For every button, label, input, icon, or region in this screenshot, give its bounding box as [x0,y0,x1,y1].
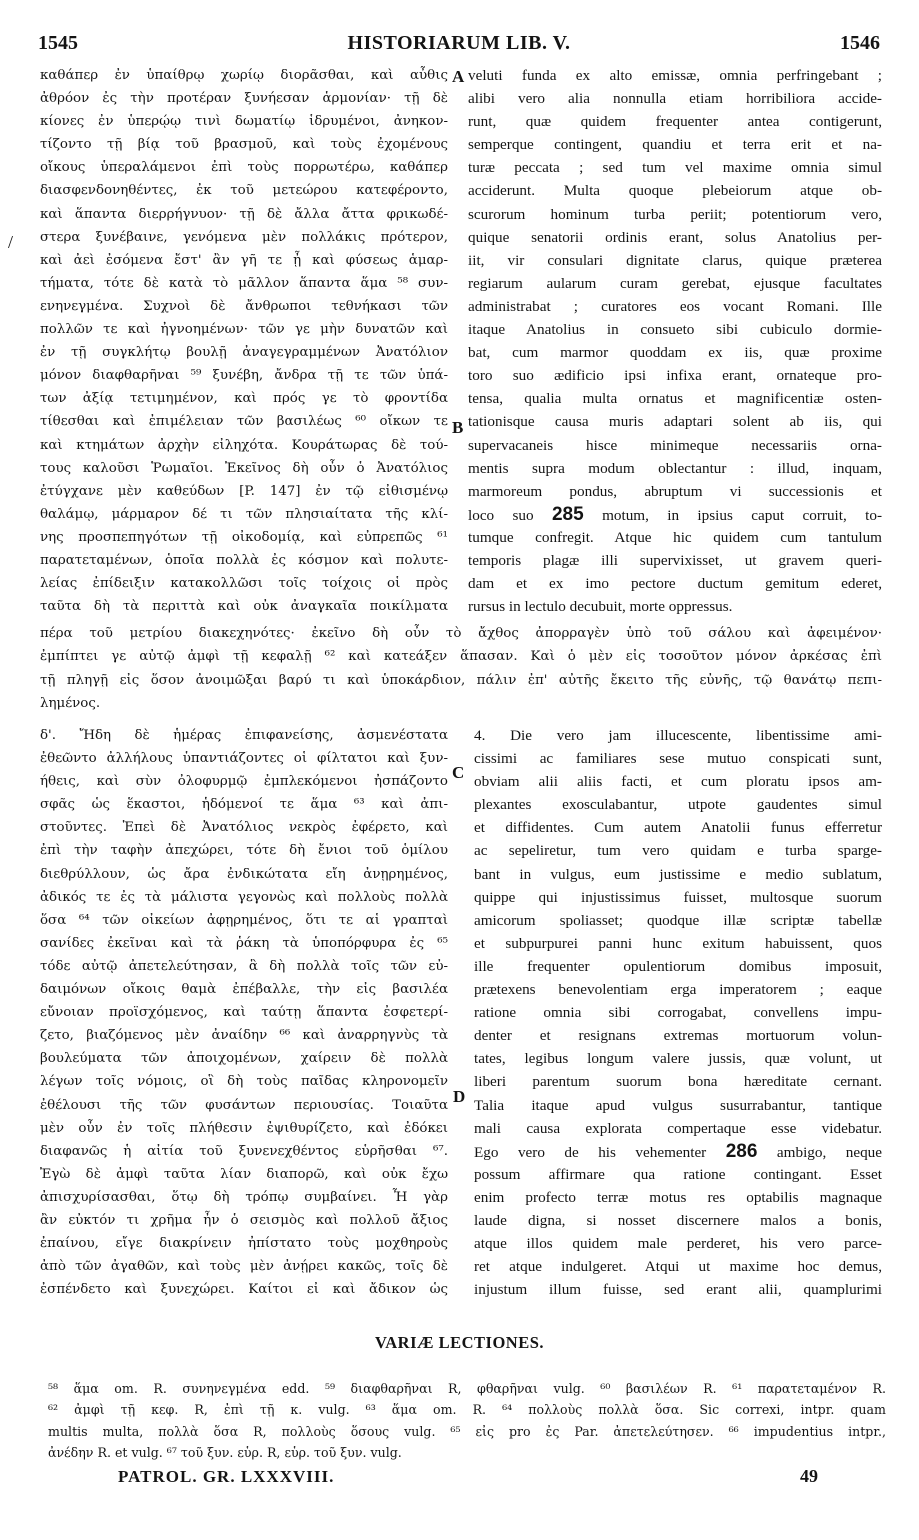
text-line: οἴκους ὑπεραλάμενοι ἐπὶ τοὺς πορρωτέρω, καθάπερ [40,160,448,176]
greek-column-top [40,64,448,618]
text-line: τόδε αὐτῷ ἀπετελεύτησαν, ἃ δὴ πολλὰ τοῖς τῶν εὐ- [40,958,448,974]
text-line: enim profecto terræ motus res optabilis magnaque [474,1188,882,1206]
text-line: ille frequenter opulentiorum domibus imposuit, [474,957,882,975]
running-header [38,32,880,60]
text-line: ἀθρόον ἐς τὴν προτέραν ξυνήεσαν ἁρμονίαν· τῇ δὲ [40,91,448,107]
text-line: ἂν εὐκτόν τι χρῆμα ἦν ὁ σεισμὸς καὶ πολλοῦ ἄξιος [40,1212,448,1228]
text-line: βουλεύματα τῶν ἀποιχομένων, χαίρειν δὲ πολλὰ [40,1051,448,1067]
text-line: prætexens benevolentiam erga imperatorem ; eaque [474,981,882,999]
page-reference-285: 285 [551,503,584,525]
footer-signature: 49 [800,1466,818,1486]
text-line: ἐπαίνου, εἴγε διακρίνειν ἠπίστατο τοὺς μοχθηροὺς [40,1236,448,1252]
latin-column-top [468,64,882,618]
variae-lectiones-heading: VARIÆ LECTIONES. [374,1333,545,1352]
text-line [474,1140,882,1163]
note-line: ⁶² ἀμφὶ τῇ κεφ. R, ἐπὶ τῇ κ. vulg. ⁶³ ἅμα om. R. ⁶⁴ πολλοὺς πολλὰ ὅσα. Sic correxi, intpr. quam [48,1402,886,1418]
text-line: possum affirmare qua ratione contingant. Esset [474,1165,882,1183]
text-line: στερα ξυνέβαινε, γενόμενα μὲν πολλάκις πρότερον, [40,229,448,245]
text-line: regiarum aularum curam gerebat, ejusque facultates [468,274,882,292]
text-line: tationisque causa muris adaptari solent ab iis, qui [468,413,882,431]
text-line: tumque confregit. Atque hic quidem cum tantulum [468,528,882,546]
text-line: τήματα, τότε δὲ κατὰ τὸ μᾶλλον ἅπαντα ἅμα ⁵⁸ συν- [40,275,448,291]
section-marker-a: A [452,67,465,86]
text-line: ac sepeliretur, tum vero quidam e turba sparge- [474,842,882,860]
text-line: ἐν τῇ συγκλήτῳ βουλῇ ἀναγεγραμμένων Ἀνατόλιον [40,345,448,361]
text-fragment: loco suo [468,506,534,524]
text-line: amicorum spoliasset; quodque illæ scriptæ tabellæ [474,911,882,929]
text-line: τῇ πληγῇ εἰς ὅσον ἀνοιμῶξαι βαρύ τι καὶ ὑποκάρδιον, πάλιν ἐπ' αὐτῆς ἔκειτο τῆς εὐνῆς, τῷ θανάτῳ πεπι- [40,672,882,688]
text-line: λείας ἐπίδειξιν κατακολλῶσι τοῖς τοίχοις οἱ πρὸς [40,576,448,592]
text-line: semperque contingent, quandiu et terra erit et na- [468,136,882,154]
section-marker-d: D [453,1087,466,1106]
section-marker-b: B [452,418,464,437]
text-line: laude digna, si nosset discernere malos a bonis, [474,1211,882,1229]
text-line: tensa, qualia multa ornatus et magnificentiæ osten- [468,390,882,408]
text-line: των ἀξίᾳ τετιμημένον, καὶ πρός γε τὸ φροντίδα [40,391,448,407]
note-line: ἀνέδην R. et vulg. ⁶⁷ τοῦ ξυν. εὑρ. R, εὑρ. τοῦ ξυν. vulg. [48,1444,402,1460]
text-line: τους καλοῦσι Ῥωμαῖοι. Ἐκεῖνος δὴ οὖν ὁ Ἀνατόλιος [40,460,448,476]
text-line: δαιμόνων οἴκοις θαμὰ ἐπέβαλλε, τὴν εἰς βασιλέα [40,982,448,998]
note-line: multis multa, πολλὰ ὅσα R, πολλοὺς ὅσους vulg. ⁶⁵ εἰς pro ἐς Par. ἀπετελεύτησεν. ⁶⁶ impudentius intpr., [48,1423,886,1439]
text-line: liberi parentum suorum bona hæreditate cernant. [474,1073,882,1091]
text-line: ἐθεῶντο ἀλλήλους ὑπαντιάζοντες οἱ φίλτατοι καὶ ξυν- [40,751,448,767]
text-line: marmoreum pondus, abruptum vi successionis et [468,482,882,500]
text-line: 4. Die vero jam illucescente, libentissime ami- [474,727,882,744]
text-line: διασφενδονηθέντες, ἐκ τοῦ μετεώρου κατεφέροντο, [40,183,448,199]
text-line: quippe qui injustissimus fuisset, multosque suorum [474,888,882,906]
variae-lectiones-notes [48,1378,886,1463]
text-line: ἀδικός τε ἐς τὰ μάλιστα γεγονὼς καὶ πολλοὺς πολλὰ [40,889,448,905]
text-line: διαφανῶς ἡ αἰτία τοῦ ξυνενεχθέντος εὑρῆσθαι ⁶⁷. [40,1143,448,1159]
text-line: ἀπισχυρίσασθαι, ὅτῳ δὴ τρόπῳ συμβαίνει. Ἦ γὰρ [40,1189,448,1205]
text-line: rursus in lectulo decubuit, morte oppressus. [468,598,733,616]
text-line: ενηνεγμένα. Συχνοὶ δὲ ἄνθρωποι τεθνήκασι τῶν [40,298,448,314]
text-line: ήθεις, καὶ σὺν ὀλοφυρμῷ ἐμπλεκόμενοι ἠσπάζοντο [40,774,448,790]
text-line: atque illos quidem male perderet, his vero parce- [474,1235,882,1253]
text-line: ἐθέλουσι τῆς τῶν φυσάντων περιουσίας. Τοιαῦτα [40,1097,448,1113]
text-line: τίζοντο τῇ βίᾳ τοῦ βρασμοῦ, καὶ τοὺς ἐχομένους [40,137,448,153]
section-marker-c: C [452,763,465,782]
text-fragment: motum, in ipsius caput corruit, to- [602,506,882,524]
text-line: quique senatorii ordinis erant, solus Anatolius per- [468,228,882,246]
text-line: supervacaneis hisce minimeque necessariis orna- [468,436,882,454]
footer-volume: PATROL. GR. LXXXVIII. [118,1467,335,1486]
text-line: itaque Anatolius in consueto sibi cubiculo dormie- [468,321,882,339]
latin-column-bottom [474,724,882,1301]
page-number-right: 1546 [840,32,880,54]
text-line: veluti funda ex alto emissæ, omnia perfringebant ; [468,67,882,84]
text-line: καθάπερ ἐν ὑπαίθρῳ χωρίῳ διορᾶσθαι, καὶ αὖθις [40,68,448,83]
text-line: tates, legibus longum valere jussis, quæ volunt, ut [474,1050,882,1068]
text-line: et subpurpurei panni hunc exitum habuissent, quos [474,934,882,952]
text-line: mali causa explorata compertaque esse videbatur. [474,1119,882,1137]
text-line: μὲν οὖν ἐν τοῖς πλήθεσιν ἐψιθυρίζετο, καὶ ἐδόκει [40,1120,448,1136]
text-line: plexantes exosculabantur, utpote gaudentes simul [474,796,882,814]
text-line: διεθρύλλουν, ὡς ἄρα ἐνδικώτατα εἴη ἀνῃρημένος, [40,866,448,882]
note-line: ⁵⁸ ἅμα om. R. συνηνεγμένα edd. ⁵⁹ διαφθαρῆναι R, φθαρῆναι vulg. ⁶⁰ βασιλέων R. ⁶¹ παρατεταμένον R. [48,1381,886,1396]
text-line: cissimi ac familiares sese mutuo conspicati sunt, [474,750,882,768]
text-line: administrabat ; curatores eos vocant Romani. Ille [468,297,882,315]
text-line: alibi vero alia nonnulla etiam horribiliora accide- [468,90,882,108]
text-line: denter et resignans extremas mortuorum volun- [474,1027,882,1045]
text-line: στοῦντες. Ἐπεὶ δὲ Ἀνατόλιος νεκρὸς ἐφέρετο, καὶ [40,820,448,836]
text-line: mentis supra modum oblectantur : illud, inquam, [468,459,882,477]
text-line: Ἐγὼ δὲ ἀμφὶ ταῦτα λίαν διαπορῶ, καὶ οὐκ ἔχω [40,1166,448,1182]
running-title: HISTORIARUM LIB. V. [347,32,571,54]
text-line: ζετο, βιαζόμενος μὲν ἀναίδην ⁶⁶ καὶ ἀναρρηγνὺς τὰ [40,1028,448,1044]
text-line: κίονες ἐν ὑπερῴῳ τινὶ δωματίῳ ἱδρυμένοι, ἀνηκον- [40,114,448,130]
text-line: ret atque indulgeret. Atqui ut maxime hoc demus, [474,1258,882,1276]
text-line: scurorum hominum turba periit; potentiorum vero, [468,205,882,223]
text-line: λέγων τοῖς νόμοις, οἳ δὴ τοὺς παῖδας κληρονομεῖν [40,1074,448,1090]
text-line: σανίδες ἐκεῖναι καὶ τὰ ῥάκη τὰ ὑποπόρφυρα ἐς ⁶⁵ [40,935,448,951]
text-line: καὶ κτημάτων ἀρχὴν εἰληχότα. Κουράτωρας δὲ τού- [40,437,448,453]
text-line: παρατεταμένων, ὁποῖα πολλὰ ἐς κόσμον καὶ πολυτε- [40,552,448,568]
text-line: temporis plagæ illi supervixisset, ut gravem queri- [468,551,882,569]
text-line: νης προσπεπηγότων τῇ οἰκοδομίᾳ, καὶ εὐπρεπῶς ⁶¹ [40,529,448,545]
text-line: injustum illum fuisse, sed erant alii, quamplurimi [474,1281,882,1299]
text-line: μόνον διαφθαρῆναι ⁵⁹ ξυνέβη, ἄνδρα τῇ τε τῶν ὑπά- [40,368,448,384]
text-line: τίθεσθαι καὶ ἐπιμέλειαν τῶν βασιλέως ⁶⁰ οἴκων τε [40,414,448,430]
text-line [468,503,882,526]
text-line: bant in vulgus, eum justissime e medio sublatum, [474,865,882,883]
text-line: et diffidentes. Cum autem Anatolii funus efferretur [474,819,882,837]
text-line: ἐμπίπτει γε αὐτῷ ἀμφὶ τῇ κεφαλῇ ⁶² καὶ κατεάξεν ἅπασαν. Καὶ ὁ μὲν εἰς τοσοῦτον μόνον ἀρκέσας ἐπὶ [40,649,882,665]
text-line: λημένος. [40,695,101,711]
text-line: turæ peccata ; sed tum vel maxime omnia simul [468,159,882,177]
text-line: runt, quæ quidem frequenter antea contigerunt, [468,113,882,131]
text-line: ὅσα ⁶⁴ τῶν οἰκείων ἀφῃρημένος, ὅτι τε αἱ γραπταὶ [40,912,448,928]
text-line: εὔνοιαν προϊσχόμενος, καὶ ταύτῃ ἅπαντα ἐσφετερί- [40,1005,448,1021]
text-line: δ'. Ἤδη δὲ ἡμέρας ἐπιφανείσης, ἀσμενέστατα [40,728,448,743]
text-line: dam et ex imo pectore ductum gemitum ederet, [468,575,882,593]
greek-column-bottom [40,724,448,1301]
text-line: acciderunt. Multa quoque plebeiorum atque ob- [468,182,882,200]
text-line: toro suo ædificio ipsi infixa erant, ornateque pro- [468,367,882,385]
text-line: Talia itaque apud vulgus susurrabantur, tantique [474,1096,882,1114]
text-line: σφᾶς ὡς ἕκαστοι, ἡδόμενοί τε ἅμα ⁶³ καὶ ἀπι- [40,797,448,813]
text-fragment: ambigo, neque [776,1143,882,1161]
margin-mark: / [8,232,14,252]
page-number-left: 1545 [38,32,78,54]
text-fragment: Ego vero de his vehementer [474,1143,707,1161]
text-line: iit, vir consulari dignitate clarus, quique præterea [468,251,882,269]
text-line: καὶ ἀεὶ ἐσόμενα ἔστ' ἂν γῆ τε ᾖ καὶ φύσεως ἁμαρ- [40,252,448,268]
text-line: ratione omnia sibi corrogabat, convellens impu- [474,1004,882,1022]
text-line: ἀπὸ τῶν ἀγαθῶν, καὶ τοὺς μὲν ἀνῄρει κακῶς, τοῖς δὲ [40,1259,448,1275]
page-reference-286: 286 [725,1140,758,1162]
text-line: ἐπὶ τὴν ταφὴν ἀπεχώρει, τότε δὴ ἔνιοι τοῦ ὁμίλου [40,843,448,859]
text-line: obviam alii aliis facti, et cum ploratu ipsos am- [474,773,882,791]
text-line: ἐσπένδετο καὶ ξυνεχώρει. Καίτοι εἰ καὶ ἄδικον ὡς [40,1282,448,1298]
text-line: πέρα τοῦ μετρίου διακεχηνότες· ἐκεῖνο δὴ οὖν τὸ ἄχθος ἀπορραγὲν ὑπὸ τοῦ σάλου καὶ ἀφειμένον· [40,626,882,641]
text-line: θαλάμῳ, μάρμαρον δέ τι τῶν πλησιαίτατα τῆς κλί- [40,506,448,522]
text-line: ταῦτα δὴ τὰ περιττὰ καὶ οὐκ ἀναγκαῖα ποικίλματα [40,599,448,615]
text-line: bat, cum marmor quoddam ex iis, quæ proxime [468,344,882,362]
text-line: ἐτύγχανε μὲν καθεύδων [P. 147] ἐν τῷ εἰθισμένῳ [40,483,448,499]
text-line: καὶ ἅπαντα διερρήγνυον· τῇ δὲ ἄλλα ἄττα φρικωδέ- [40,206,448,222]
greek-full-width [40,622,882,715]
text-line: πολλῶν τε καὶ ἠγνοημένων· τῶν γε μὴν δυνατῶν καὶ [40,322,448,338]
